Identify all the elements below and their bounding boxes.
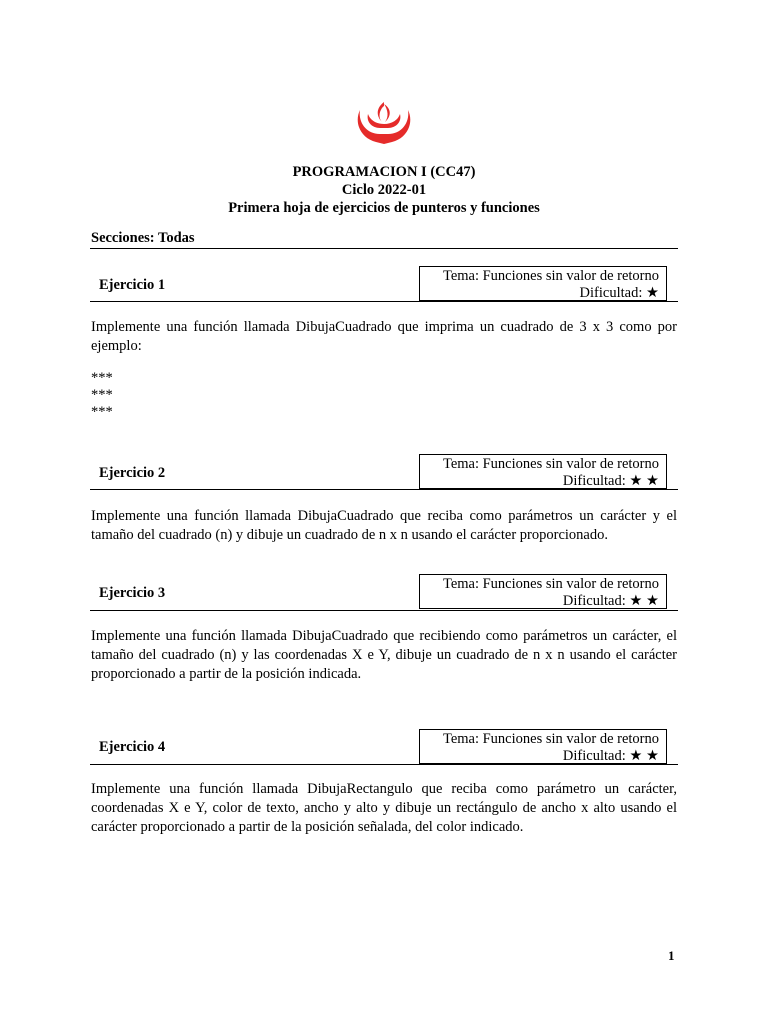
divider: [90, 764, 678, 765]
example-line: ***: [91, 387, 113, 403]
exercise-3-text: Implemente una función llamada DibujaCuadrado que recibiendo como parámetros un carácter, el tamaño del cuadrado (n) y las coordenadas X e Y, dibuje un cuadrado de n x n usando el carácter proporcionado a partir de la posición indicada.: [91, 628, 677, 682]
exercise-4-difficulty-label: Dificultad:: [562, 747, 626, 764]
exercise-1-topic-box: [419, 266, 667, 301]
exercise-3-difficulty-stars-icon: ★ ★: [629, 592, 659, 609]
exercise-4-label: Ejercicio 4: [99, 739, 166, 755]
exercise-2-topic-box: [419, 454, 667, 489]
exercise-1-label: Ejercicio 1: [99, 277, 166, 293]
exercise-2-topic: Tema: Funciones sin valor de retorno: [442, 456, 659, 472]
divider: [90, 248, 678, 249]
upc-flame-logo-icon: [354, 100, 414, 146]
sections-label: Secciones: Todas: [91, 230, 195, 246]
exercise-1-topic: Tema: Funciones sin valor de retorno: [442, 268, 659, 284]
exercise-4-topic: Tema: Funciones sin valor de retorno: [442, 731, 659, 747]
exercise-3-label: Ejercicio 3: [99, 585, 166, 601]
page-number: 1: [668, 948, 675, 963]
exercise-4-difficulty-stars-icon: ★ ★: [629, 747, 659, 764]
exercise-2-text: Implemente una función llamada DibujaCuadrado que reciba como parámetros un carácter y el tamaño del cuadrado (n) y dibuje un cuadrado de n x n usando el carácter proporcionado.: [91, 508, 677, 543]
document-header: [0, 163, 768, 217]
exercise-2-difficulty-label: Dificultad:: [562, 472, 626, 489]
exercise-3-topic: Tema: Funciones sin valor de retorno: [442, 576, 659, 592]
divider: [90, 610, 678, 611]
course-title: PROGRAMACION I (CC47): [292, 164, 476, 180]
sheet-title: Primera hoja de ejercicios de punteros y funciones: [228, 200, 540, 216]
exercise-3-difficulty-label: Dificultad:: [562, 592, 626, 609]
example-line: ***: [91, 404, 113, 420]
cycle-label: Ciclo 2022-01: [341, 182, 427, 198]
exercise-2-difficulty-stars-icon: ★ ★: [629, 472, 659, 489]
exercise-1-difficulty-stars-icon: ★: [646, 284, 659, 301]
exercise-2-label: Ejercicio 2: [99, 465, 166, 481]
divider: [90, 489, 678, 490]
exercise-4-text: Implemente una función llamada DibujaRectangulo que reciba como parámetro un carácter, coordenadas X e Y, color de texto, ancho y alto y dibuje un rectángulo de ancho x alto usando el carácter proporcionado a partir de la posición señalada, del color indicado.: [91, 781, 677, 835]
exercise-1-text: Implemente una función llamada DibujaCuadrado que imprima un cuadrado de 3 x 3 como por ejemplo:: [91, 319, 677, 354]
exercise-4-topic-box: [419, 729, 667, 764]
exercise-3-topic-box: [419, 574, 667, 609]
example-line: ***: [91, 370, 113, 386]
divider: [90, 301, 678, 302]
exercise-1-example: [91, 370, 113, 421]
exercise-1-difficulty-label: Dificultad:: [579, 284, 643, 301]
